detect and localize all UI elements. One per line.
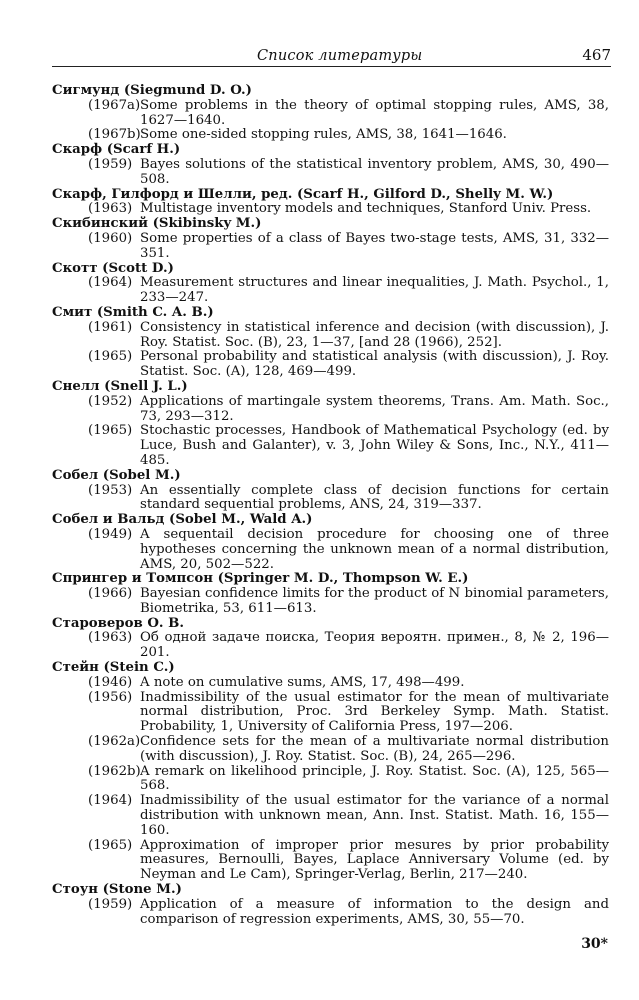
reference-entry (52, 528, 609, 572)
reference-text: Consistency in statistical inference and decision (with discussion), J. Roy. Statist. Soc. (B), 23, 1—37, [and 28 (1966), 252]. (140, 319, 609, 350)
reference-author: Сигмунд (Siegmund D. O.) (52, 83, 252, 98)
reference-text: Inadmissibility of the usual estimator for the mean of multivariate normal distribution, Proc. 3rd Berkeley Symp. Math. Statist. Probability, 1, University of California Press, 197—206. (140, 689, 609, 735)
reference-text: Bayesian confidence limits for the product of N binomial parameters, Biometrika, 53, 611—613. (140, 586, 609, 616)
reference-year: (1960) (88, 230, 133, 246)
reference-block (52, 572, 609, 616)
reference-entry (52, 128, 609, 143)
reference-entry (52, 395, 609, 425)
reference-entry (52, 158, 609, 188)
reference-list (52, 84, 609, 927)
reference-year: (1967a) (88, 97, 141, 113)
reference-block (52, 513, 609, 572)
running-title: Список литературы (257, 48, 423, 64)
reference-entry (52, 276, 609, 306)
reference-entry (52, 321, 609, 351)
reference-entry (52, 202, 609, 217)
reference-year: (1946) (88, 674, 133, 690)
reference-author: Стоун (Stone M.) (52, 882, 182, 898)
reference-entry (52, 631, 609, 661)
reference-year: (1956) (88, 689, 133, 705)
page-number: 467 (582, 46, 611, 64)
reference-text: Multistage inventory models and techniques, Stanford Univ. Press. (140, 201, 592, 217)
reference-text: A remark on likelihood principle, J. Roy. Statist. Soc. (A), 125, 565—568. (140, 763, 609, 794)
reference-text: Personal probability and statistical analysis (with discussion), J. Roy. Statist. Soc. (A), 128, 469—499. (140, 349, 609, 380)
reference-author: Скарф (Scarf H.) (52, 142, 181, 158)
reference-block (52, 661, 609, 883)
reference-text: Application of a measure of information to the design and comparison of regression experiments, AMS, 30, 55—70. (140, 896, 609, 927)
reference-entry (52, 232, 609, 262)
reference-year: (1959) (88, 156, 133, 172)
reference-year: (1965) (88, 423, 133, 439)
reference-author: Скотт (Scott D.) (52, 260, 174, 276)
reference-block (52, 188, 609, 218)
reference-year: (1963) (88, 201, 133, 217)
reference-block (52, 380, 609, 469)
reference-block (52, 617, 609, 661)
reference-author: Скибинский (Skibinsky M.) (52, 216, 262, 232)
signature-mark: 30* (581, 936, 608, 952)
reference-author: Снелл (Snell J. L.) (52, 378, 188, 394)
reference-year: (1965) (88, 837, 133, 853)
reference-text: A sequentail decision procedure for choosing one of three hypotheses concerning the unknown mean of a normal distribution, AMS, 20, 502—522. (140, 526, 609, 572)
reference-year: (1962b) (88, 763, 141, 779)
reference-block (52, 143, 609, 187)
reference-author: Скарф, Гилфорд и Шелли, ред. (Scarf H., Gilford D., Shelly M. W.) (52, 186, 554, 202)
reference-year: (1964) (88, 275, 133, 291)
reference-block (52, 217, 609, 261)
reference-text: Some problems in the theory of optimal stopping rules, AMS, 38, 1627—1640. (140, 97, 609, 128)
reference-entry (52, 99, 609, 129)
reference-text: Bayes solutions of the statistical inventory problem, AMS, 30, 490—508. (140, 156, 609, 187)
reference-year: (1966) (88, 586, 133, 602)
reference-author: Смит (Smith C. A. B.) (52, 304, 214, 320)
reference-entry (52, 765, 609, 795)
reference-entry (52, 484, 609, 514)
reference-block (52, 306, 609, 380)
reference-block (52, 84, 609, 143)
reference-entry (52, 839, 609, 883)
reference-entry (52, 794, 609, 838)
reference-text: An essentially complete class of decision functions for certain standard sequential problems, ANS, 24, 319—337. (140, 482, 609, 513)
reference-year: (1953) (88, 482, 133, 498)
reference-text: Approximation of improper prior mesures by prior probability measures, Bernoulli, Bayes, Laplace Anniversary Volume (ed. by Neyman and Le Cam), Springer-Verlag, Berlin, 217—240. (140, 837, 609, 883)
reference-block (52, 262, 609, 306)
reference-text: Об одной задаче поиска, Теория вероятн. примен., 8, № 2, 196—201. (140, 630, 609, 661)
reference-text: Some properties of a class of Bayes two-stage tests, AMS, 31, 332—351. (140, 230, 609, 261)
reference-text: Confidence sets for the mean of a multivariate normal distribution (with discussion), J. Roy. Statist. Soc. (B), 24, 265—296. (140, 734, 609, 764)
reference-text: Some one-sided stopping rules, AMS, 38, 1641—1646. (140, 127, 507, 143)
page-header (52, 46, 611, 67)
reference-year: (1952) (88, 393, 133, 409)
reference-year: (1967b) (88, 127, 141, 143)
reference-block (52, 883, 609, 927)
reference-text: Stochastic processes, Handbook of Mathematical Psychology (ed. by Luce, Bush and Galanter), v. 3, John Wiley & Sons, Inc., N.Y., 411—485. (140, 423, 609, 468)
reference-author: Спрингер и Томпсон (Springer M. D., Thompson W. E.) (52, 571, 469, 587)
reference-entry (52, 898, 609, 928)
reference-entry (52, 691, 609, 735)
reference-text: Measurement structures and linear inequalities, J. Math. Psychol., 1, 233—247. (140, 275, 609, 306)
reference-entry (52, 676, 609, 691)
reference-entry (52, 350, 609, 380)
reference-author: Собел и Вальд (Sobel M., Wald A.) (52, 512, 313, 528)
reference-author: Стейн (Stein C.) (52, 660, 175, 676)
reference-year: (1964) (88, 793, 133, 809)
reference-entry (52, 735, 609, 765)
reference-year: (1959) (88, 896, 133, 912)
reference-year: (1962a) (88, 734, 141, 750)
reference-text: Applications of martingale system theorems, Trans. Am. Math. Soc., 73, 293—312. (140, 393, 609, 424)
reference-year: (1961) (88, 319, 133, 335)
reference-text: A note on cumulative sums, AMS, 17, 498—499. (140, 674, 465, 690)
reference-entry (52, 424, 609, 468)
reference-year: (1949) (88, 526, 133, 542)
reference-author: Собел (Sobel M.) (52, 467, 181, 483)
reference-author: Староверов О. В. (52, 615, 185, 631)
reference-block (52, 469, 609, 513)
reference-year: (1965) (88, 349, 133, 365)
reference-entry (52, 587, 609, 617)
reference-year: (1963) (88, 630, 133, 646)
reference-text: Inadmissibility of the usual estimator for the variance of a normal distribution with unknown mean, Ann. Inst. Statist. Math. 16, 155—160. (140, 793, 609, 838)
